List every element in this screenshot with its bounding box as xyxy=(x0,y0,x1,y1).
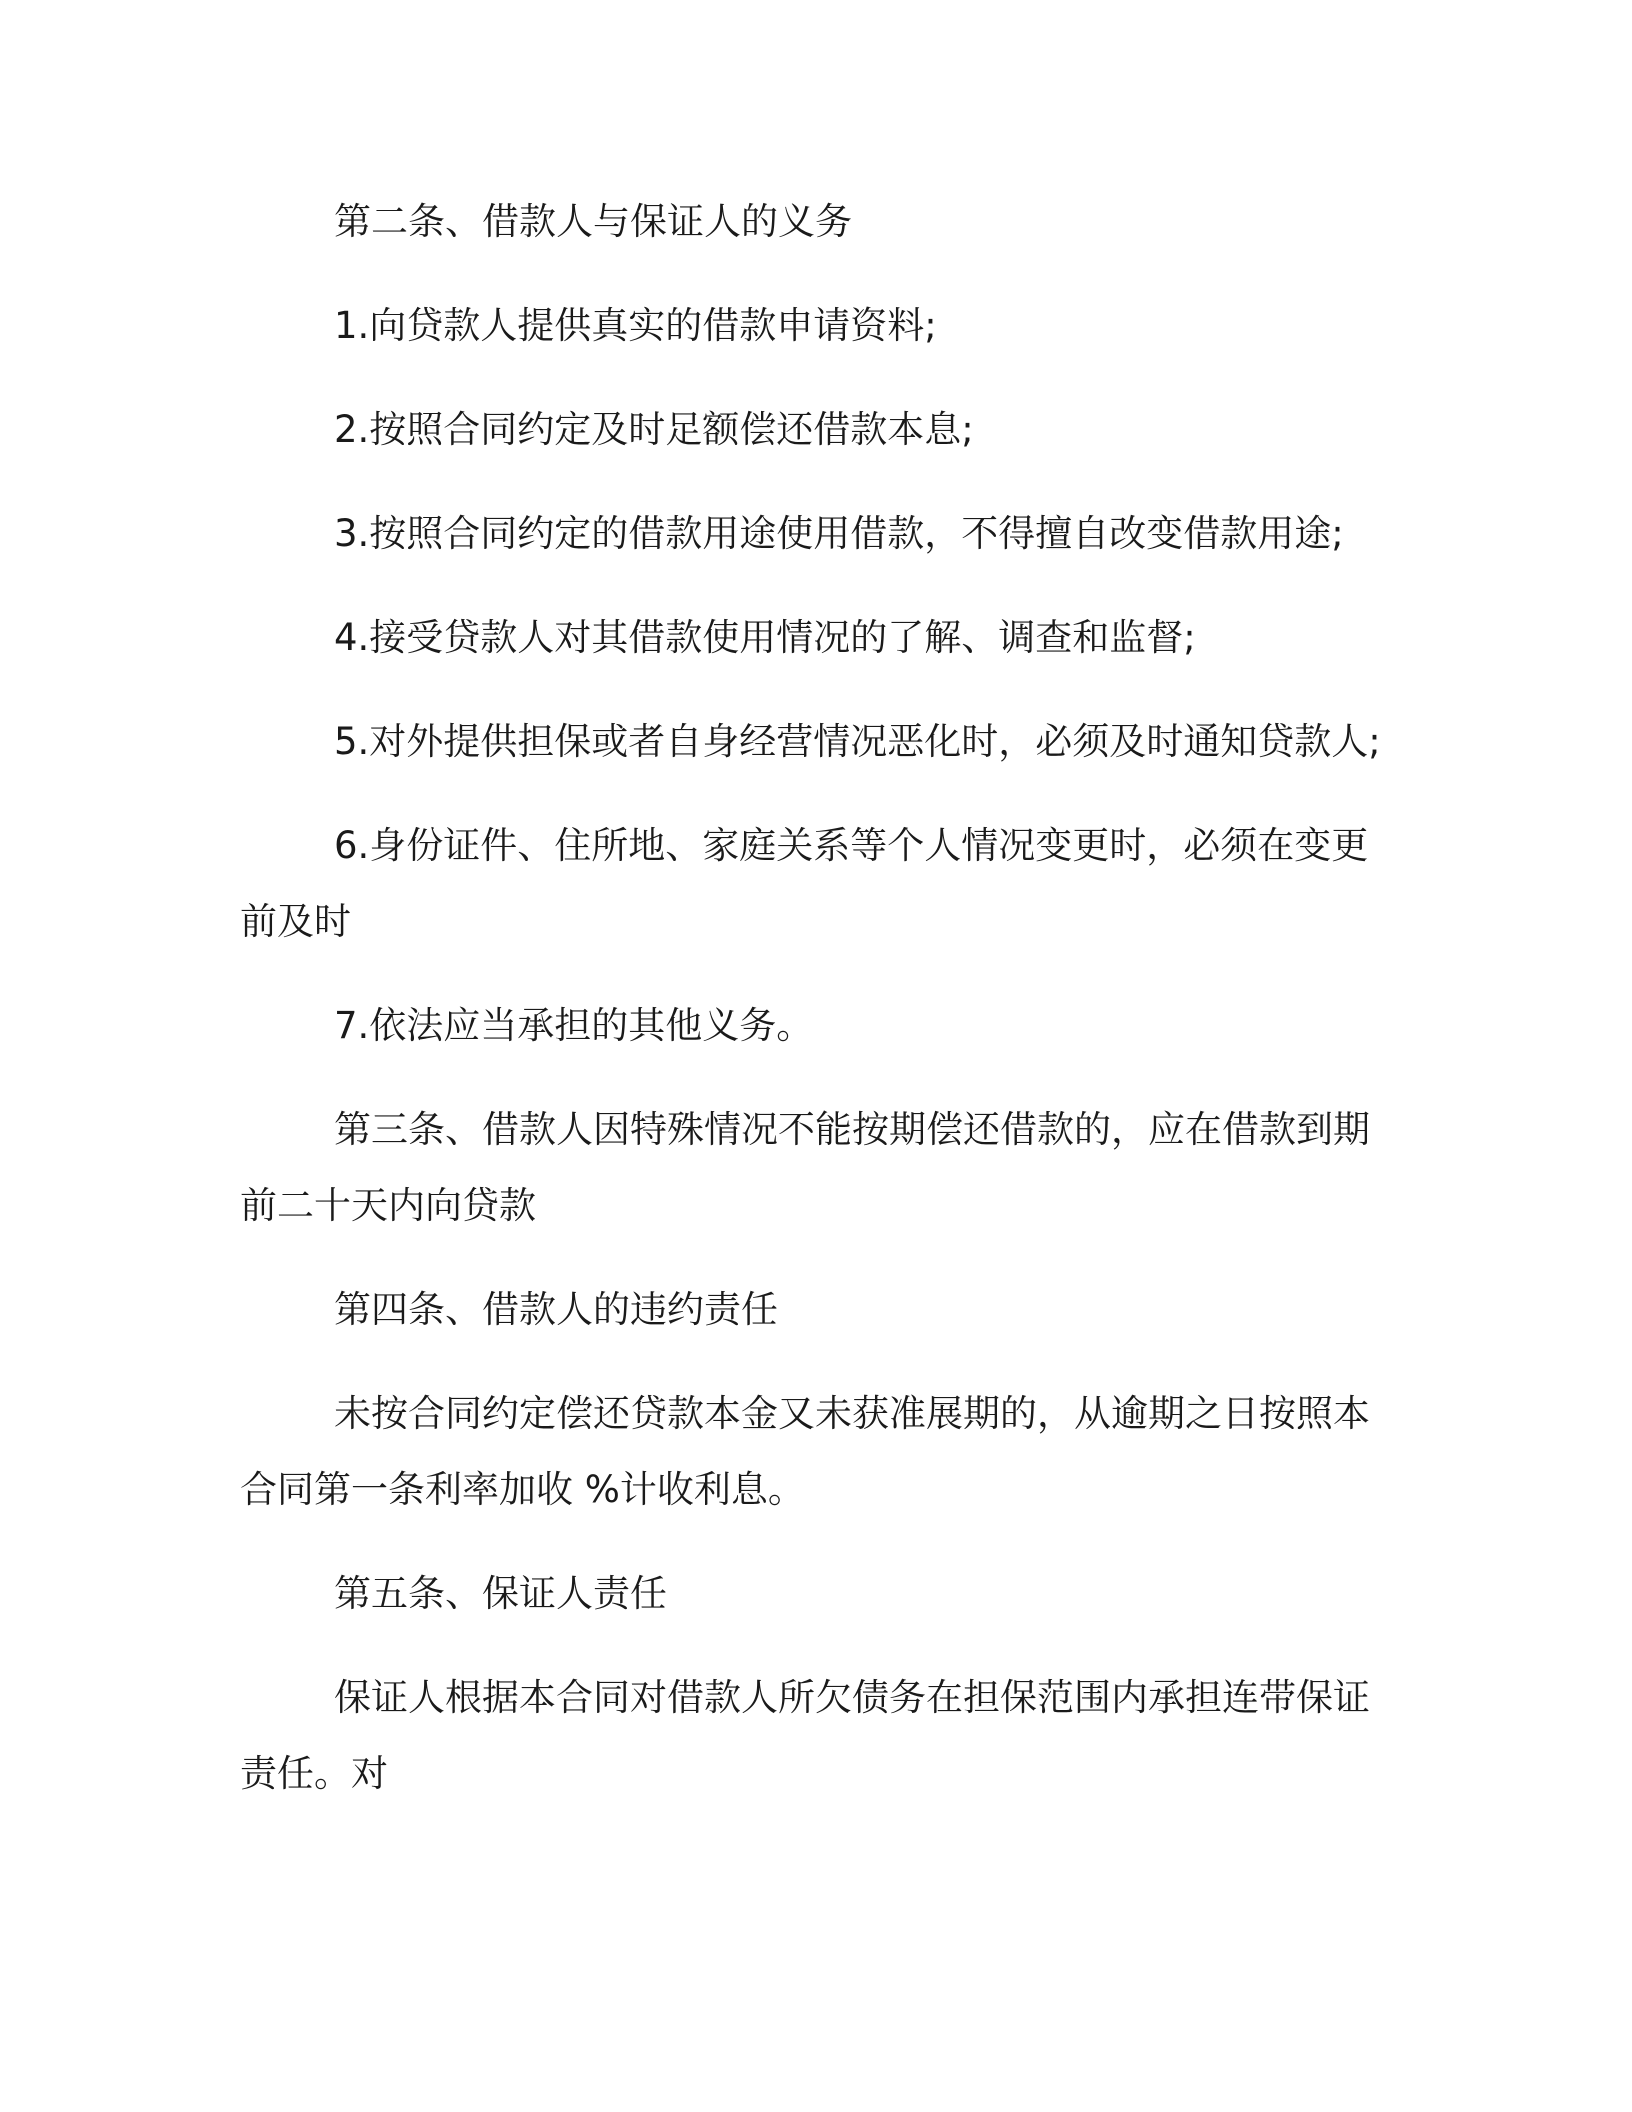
obligation-item-7: 7.依法应当承担的其他义务。 xyxy=(334,1004,814,1047)
obligation-item-6: 6.身份证件、住所地、家庭关系等个人情况变更时，必须在变更前及时 xyxy=(240,824,1369,943)
article-2-heading: 第二条、借款人与保证人的义务 xyxy=(334,200,852,243)
article-4-heading: 第四条、借款人的违约责任 xyxy=(334,1288,778,1331)
document-body xyxy=(240,184,1392,1812)
obligation-item-3: 3.按照合同约定的借款用途使用借款，不得擅自改变借款用途; xyxy=(334,512,1344,555)
obligation-item-1: 1.向贷款人提供真实的借款申请资料; xyxy=(334,304,937,347)
article-3-paragraph: 第三条、借款人因特殊情况不能按期偿还借款的，应在借款到期前二十天内向贷款 xyxy=(240,1108,1370,1227)
article-4-paragraph: 未按合同约定偿还贷款本金又未获准展期的，从逾期之日按照本合同第一条利率加收 %计收利息。 xyxy=(240,1392,1370,1511)
obligation-item-2: 2.按照合同约定及时足额偿还借款本息; xyxy=(334,408,974,451)
article-5-heading: 第五条、保证人责任 xyxy=(334,1572,667,1615)
obligation-item-4: 4.接受贷款人对其借款使用情况的了解、调查和监督; xyxy=(334,616,1196,659)
article-5-paragraph: 保证人根据本合同对借款人所欠债务在担保范围内承担连带保证责任。对 xyxy=(240,1676,1370,1795)
obligation-item-5: 5.对外提供担保或者自身经营情况恶化时，必须及时通知贷款人; xyxy=(334,720,1381,763)
